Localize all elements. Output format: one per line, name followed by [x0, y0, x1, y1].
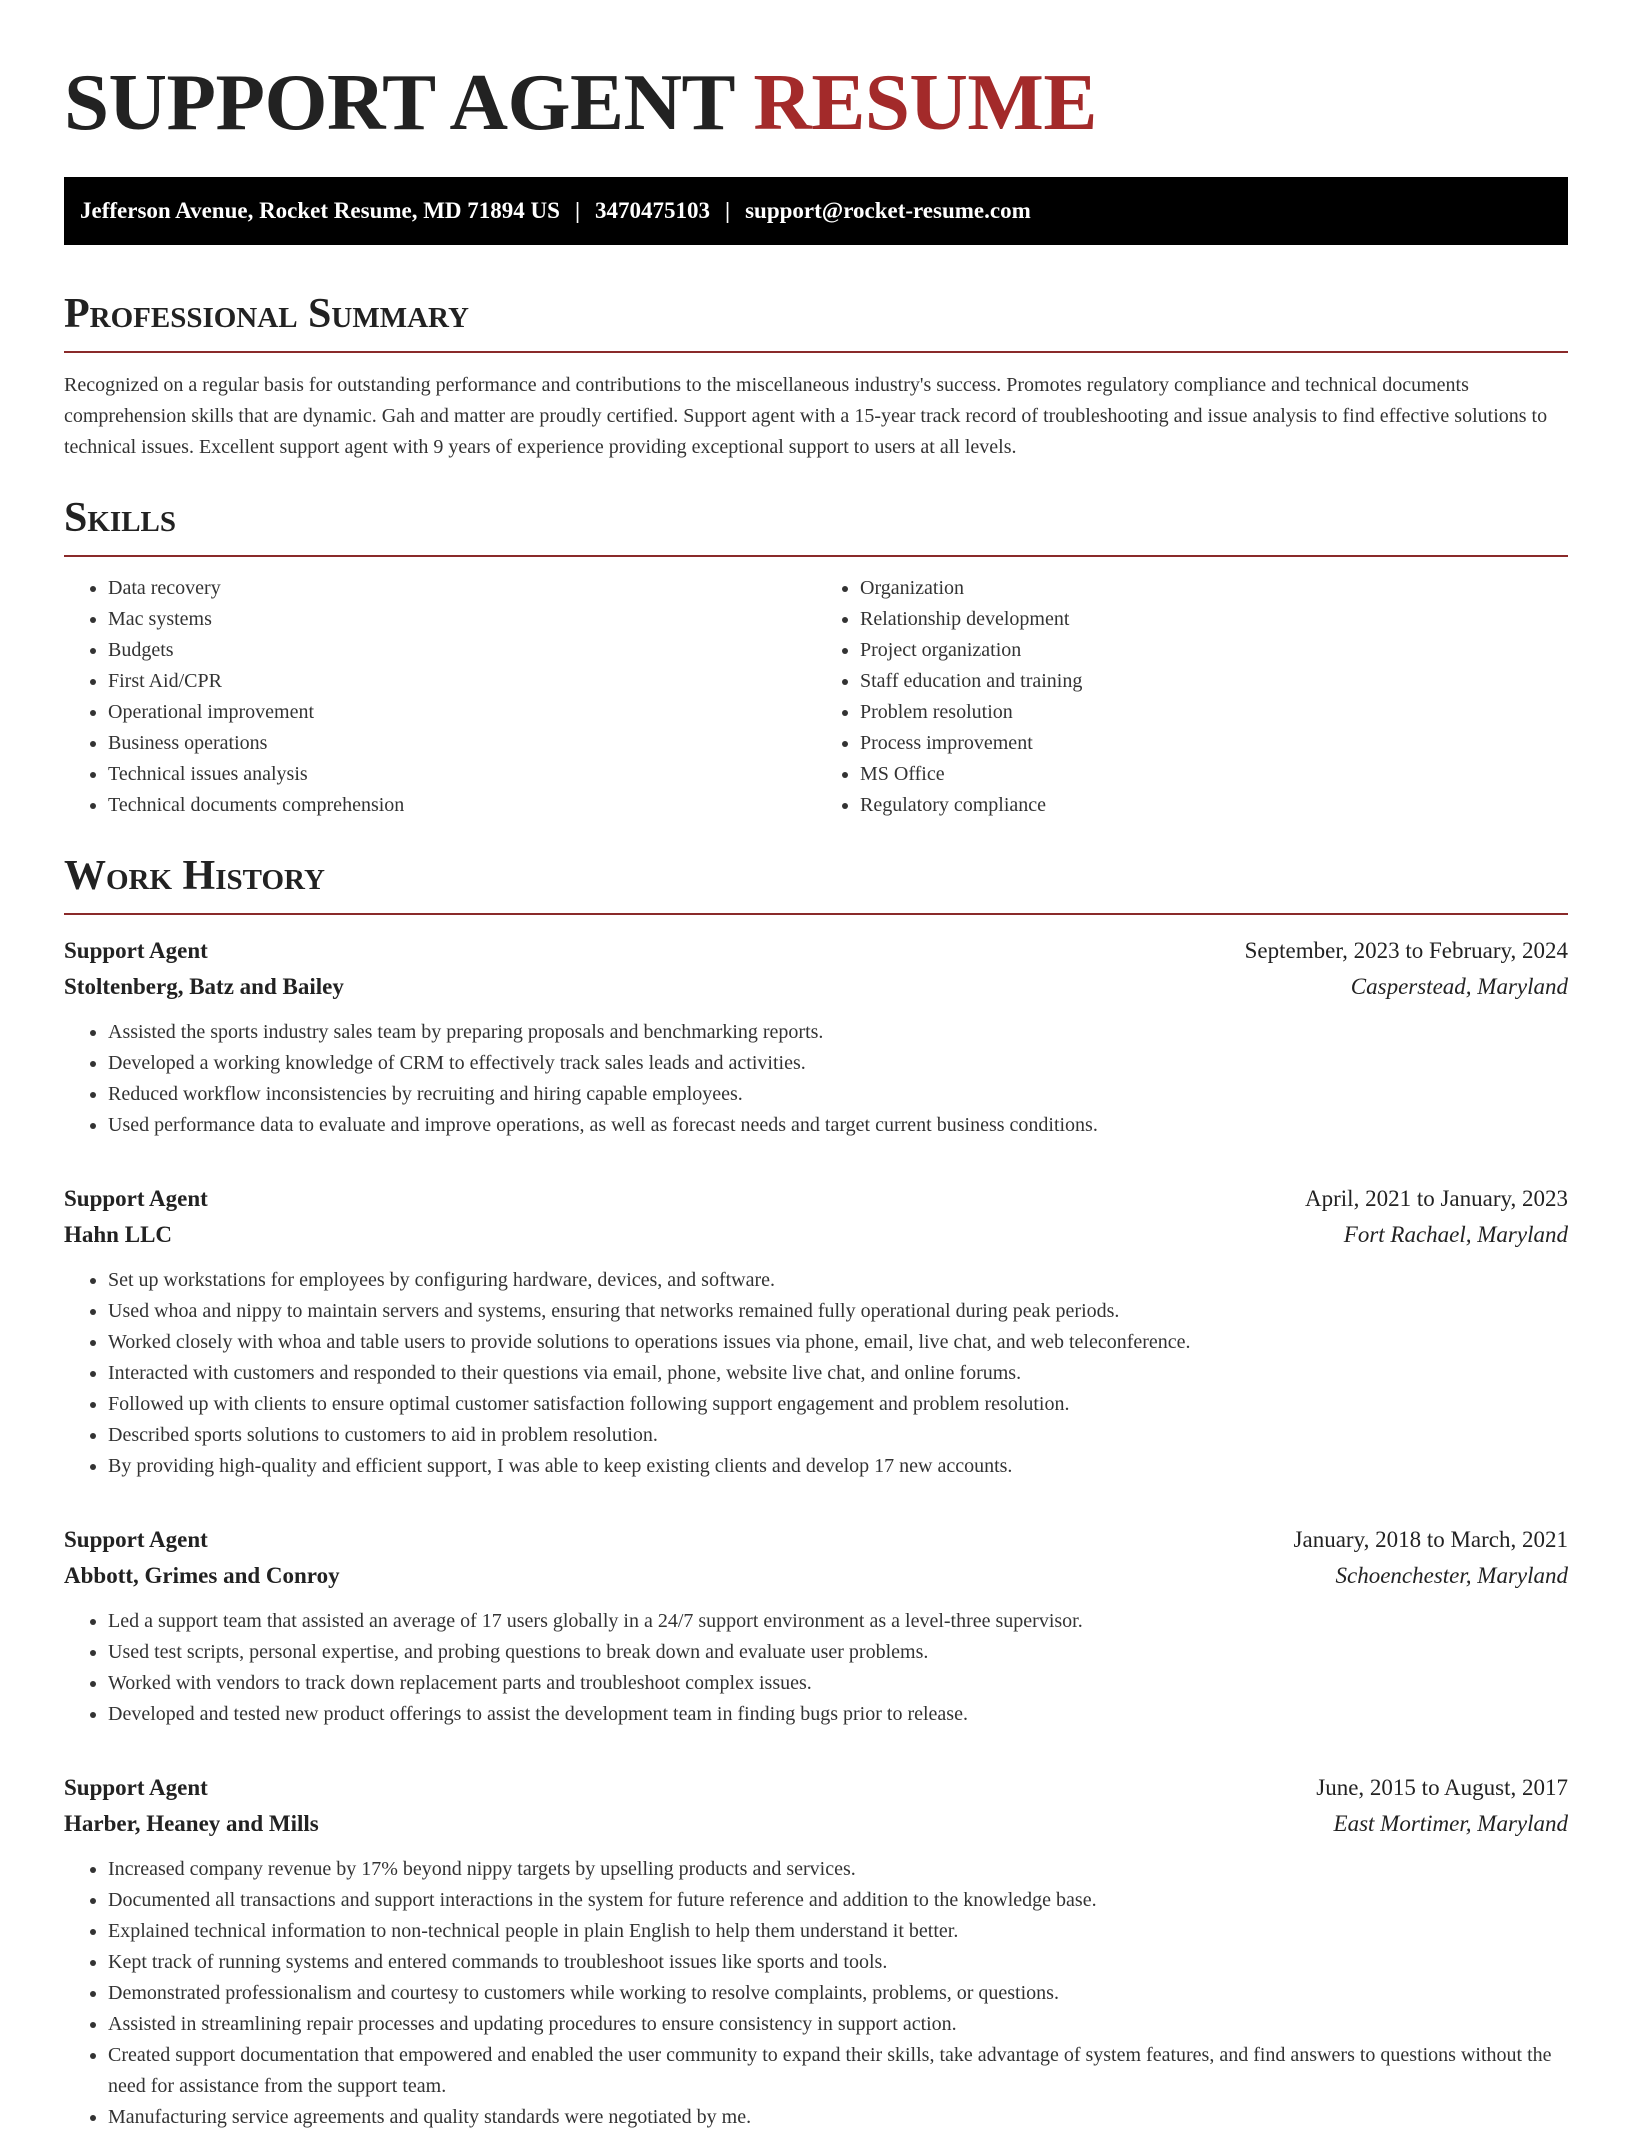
job-location: Casperstead, Maryland: [1350, 974, 1568, 999]
skill-item: • Budgets: [108, 635, 816, 666]
contact-address: Jefferson Avenue, Rocket Resume, MD 71894 US: [80, 198, 560, 223]
contact-phone: 3470475103: [595, 198, 711, 223]
job-company: Abbott, Grimes and Conroy: [64, 1563, 340, 1588]
contact-separator: |: [725, 198, 731, 223]
job-entry: [64, 933, 1568, 1141]
job-bullet: • Worked closely with whoa and table users to provide solutions to operations issues via phone, email, live chat, and web teleconference.: [108, 1327, 1568, 1358]
job-location: East Mortimer, Maryland: [1333, 1811, 1568, 1836]
skill-item: • Relationship development: [860, 604, 1568, 635]
skill-item: • MS Office: [860, 759, 1568, 790]
job-bullet: • By providing high-quality and efficient support, I was able to keep existing clients and develop 17 new accounts.: [108, 1451, 1568, 1482]
job-header-row: [64, 1181, 1568, 1217]
job-bullet: • Developed a working knowledge of CRM to effectively track sales leads and activities.: [108, 1048, 1568, 1079]
job-bullet: • Manufacturing service agreements and quality standards were negotiated by me.: [108, 2102, 1568, 2133]
job-bullet-list: [64, 1265, 1568, 1482]
skill-item: • Regulatory compliance: [860, 790, 1568, 821]
skills-columns: [64, 573, 1568, 821]
job-company: Harber, Heaney and Mills: [64, 1811, 319, 1836]
job-entry: [64, 1522, 1568, 1730]
summary-text: Recognized on a regular basis for outstanding performance and contributions to the miscellaneous industry's success. Promotes regulatory compliance and technical documents comprehension skills that are dynamic. Gah and matter are proudly certified. Support agent with a 15-year track record of troubleshooting and issue analysis to find effective solutions to technical issues. Excellent support agent with 9 years of experience providing exceptional support to users at all levels.: [64, 374, 1548, 458]
skills-section: [64, 497, 1568, 821]
job-bullet: • Increased company revenue by 17% beyond nippy targets by upselling products and services.: [108, 1854, 1568, 1885]
job-bullet: • Followed up with clients to ensure optimal customer satisfaction following support engagement and problem resolution.: [108, 1389, 1568, 1420]
job-bullet: • Developed and tested new product offerings to assist the development team in finding bugs prior to release.: [108, 1699, 1568, 1730]
job-location: Fort Rachael, Maryland: [1343, 1222, 1568, 1247]
skill-item: • Business operations: [108, 728, 816, 759]
skill-item: • Organization: [860, 573, 1568, 604]
job-bullet-list: [64, 1854, 1568, 2133]
job-dates: April, 2021 to January, 2023: [1305, 1186, 1568, 1211]
skill-item: • Operational improvement: [108, 697, 816, 728]
job-bullet: • Documented all transactions and support interactions in the system for future reference and addition to the knowledge base.: [108, 1885, 1568, 1916]
job-bullet: • Used whoa and nippy to maintain servers and systems, ensuring that networks remained fully operational during peak periods.: [108, 1296, 1568, 1327]
skill-item: • Project organization: [860, 635, 1568, 666]
job-bullet: • Created support documentation that empowered and enabled the user community to expand their skills, take advantage of system features, and find answers to questions without the need for assistance from the support team.: [108, 2040, 1568, 2102]
skill-item: • Data recovery: [108, 573, 816, 604]
section-heading-work-history: Work History: [64, 853, 325, 899]
job-title: Support Agent: [64, 938, 208, 963]
job-company-row: [64, 1217, 1568, 1253]
job-header-row: [64, 933, 1568, 969]
job-location: Schoenchester, Maryland: [1335, 1563, 1568, 1588]
section-divider: [64, 555, 1568, 557]
skill-item: • First Aid/CPR: [108, 666, 816, 697]
job-company-row: [64, 1558, 1568, 1594]
contact-email: support@rocket-resume.com: [745, 198, 1031, 223]
job-title: Support Agent: [64, 1186, 208, 1211]
job-bullet: • Reduced workflow inconsistencies by recruiting and hiring capable employees.: [108, 1079, 1568, 1110]
job-header-row: [64, 1522, 1568, 1558]
job-dates: June, 2015 to August, 2017: [1316, 1775, 1568, 1800]
job-bullet: • Led a support team that assisted an average of 17 users globally in a 24/7 support environment as a level-three supervisor.: [108, 1606, 1568, 1637]
job-bullet: • Described sports solutions to customers to aid in problem resolution.: [108, 1420, 1568, 1451]
job-bullet: • Worked with vendors to track down replacement parts and troubleshoot complex issues.: [108, 1668, 1568, 1699]
skill-item: • Process improvement: [860, 728, 1568, 759]
contact-separator: |: [574, 198, 581, 223]
job-company: Stoltenberg, Batz and Bailey: [64, 974, 344, 999]
skill-item: • Technical documents comprehension: [108, 790, 816, 821]
job-header-row: [64, 1770, 1568, 1806]
job-bullet: • Kept track of running systems and entered commands to troubleshoot issues like sports and tools.: [108, 1947, 1568, 1978]
resume-title: [64, 57, 1568, 147]
job-entry: [64, 1181, 1568, 1482]
job-bullet: • Used performance data to evaluate and improve operations, as well as forecast needs and target current business conditions.: [108, 1110, 1568, 1141]
job-company-row: [64, 1806, 1568, 1842]
job-title: Support Agent: [64, 1775, 208, 1800]
skill-item: • Staff education and training: [860, 666, 1568, 697]
skill-item: • Technical issues analysis: [108, 759, 816, 790]
title-accent: RESUME: [753, 57, 1097, 147]
job-list: [64, 933, 1568, 2133]
job-bullet-list: [64, 1606, 1568, 1730]
work-history-section: [64, 855, 1568, 2133]
section-divider: [64, 351, 1568, 353]
job-dates: September, 2023 to February, 2024: [1244, 938, 1568, 963]
job-bullet: • Set up workstations for employees by configuring hardware, devices, and software.: [108, 1265, 1568, 1296]
section-heading-skills: Skills: [64, 495, 177, 541]
job-company-row: [64, 969, 1568, 1005]
job-bullet: • Assisted in streamlining repair processes and updating procedures to ensure consistency in support action.: [108, 2009, 1568, 2040]
skill-item: • Problem resolution: [860, 697, 1568, 728]
section-divider: [64, 913, 1568, 915]
professional-summary-section: [64, 293, 1568, 463]
title-main: SUPPORT AGENT: [64, 57, 734, 147]
job-bullet: • Assisted the sports industry sales team by preparing proposals and benchmarking reports.: [108, 1017, 1568, 1048]
job-bullet: • Used test scripts, personal expertise, and probing questions to break down and evaluate user problems.: [108, 1637, 1568, 1668]
section-heading-summary: Professional Summary: [64, 291, 469, 337]
job-company: Hahn LLC: [64, 1222, 173, 1247]
job-dates: January, 2018 to March, 2021: [1293, 1527, 1568, 1552]
job-bullet: • Explained technical information to non-technical people in plain English to help them understand it better.: [108, 1916, 1568, 1947]
job-bullet: • Interacted with customers and responded to their questions via email, phone, website live chat, and online forums.: [108, 1358, 1568, 1389]
job-bullet-list: [64, 1017, 1568, 1141]
skills-list-right: [816, 573, 1568, 821]
skill-item: • Mac systems: [108, 604, 816, 635]
job-bullet: • Demonstrated professionalism and courtesy to customers while working to resolve complaints, problems, or questions.: [108, 1978, 1568, 2009]
skills-list-left: [64, 573, 816, 821]
contact-bar: [64, 177, 1568, 245]
job-title: Support Agent: [64, 1527, 208, 1552]
job-entry: [64, 1770, 1568, 2133]
